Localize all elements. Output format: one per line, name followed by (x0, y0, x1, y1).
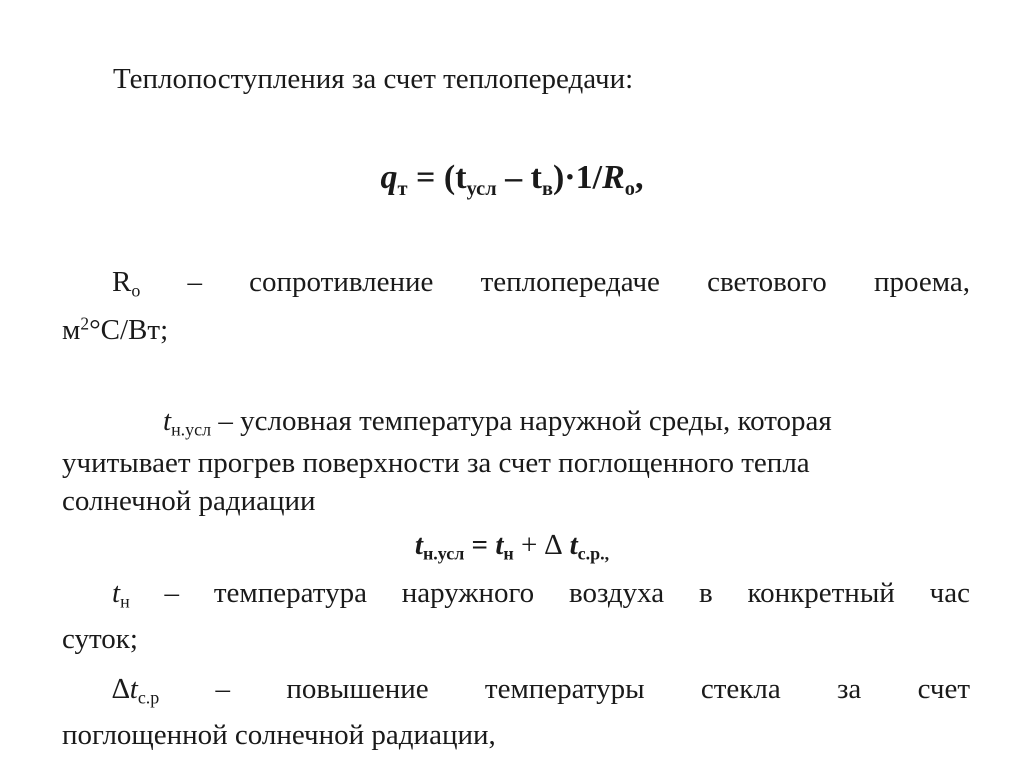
formula2-lhs: t (414, 529, 423, 561)
formula-minus: – (496, 159, 531, 196)
tnusl-symbol-sub: н.усл (171, 419, 212, 440)
dt-delta: ∆ (112, 673, 130, 705)
ro-text: – сопротивление теплопередаче светового проема, (140, 266, 970, 298)
ro-definition-line1 (62, 265, 970, 299)
tn-definition-line2: суток; (62, 623, 138, 655)
formula-mid: )·1/ (552, 159, 603, 196)
formula-end: , (634, 159, 644, 196)
formula2-dt: t (569, 529, 578, 561)
dt-symbol: t (129, 673, 138, 705)
formula2-t: t (495, 529, 504, 561)
formula-eq: = ( (407, 159, 456, 196)
formula-q: q (380, 159, 398, 196)
tn-text: – температура наружного воздуха в конкретный час (129, 577, 970, 609)
heading: Теплопоступления за счет теплопередачи: (113, 63, 634, 95)
ro-unit-rest: °С/Вт; (89, 314, 169, 346)
formula-q-sub: т (397, 178, 408, 201)
formula2-t-sub: н (503, 543, 514, 564)
tnusl-text: – условная температура наружной среды, которая (211, 405, 832, 437)
dt-definition-line1 (62, 672, 970, 706)
ro-unit-sup: 2 (80, 313, 90, 334)
ro-symbol-sub: о (131, 280, 141, 301)
ro-definition-unit (62, 313, 168, 347)
formula-r-sub: о (624, 178, 635, 201)
tn-symbol: t (112, 577, 121, 609)
ro-symbol: R (112, 266, 132, 298)
dt-text: – повышение температуры стекла за счет (159, 673, 970, 705)
formula-r: R (602, 159, 625, 196)
ro-unit-m: м (62, 314, 81, 346)
dt-symbol-sub: с.р (137, 687, 160, 708)
formula2-eq: = (464, 529, 496, 561)
formula-t1: t (455, 159, 467, 196)
formula2-dt-sub: с.р., (577, 543, 610, 564)
tn-symbol-sub: н (120, 591, 130, 612)
formula2-plus: + ∆ (513, 529, 570, 561)
tn-definition-line1 (62, 576, 970, 610)
tnusl-definition-line2: учитывает прогрев поверхности за счет поглощенного тепла (62, 447, 810, 479)
formula-t2: t (530, 159, 542, 196)
tnusl-definition-line3: солнечной радиации (62, 485, 316, 517)
formula-t1-sub: усл (466, 178, 497, 201)
tnusl-definition-line1 (163, 404, 832, 438)
tnusl-symbol: t (163, 405, 172, 437)
formula-t2-sub: в (541, 178, 553, 201)
formula-heat-transfer (0, 156, 1024, 200)
formula-conditional-temperature (0, 528, 1024, 562)
dt-definition-line2: поглощенной солнечной радиации, (62, 719, 496, 751)
formula2-lhs-sub: н.усл (422, 543, 465, 564)
